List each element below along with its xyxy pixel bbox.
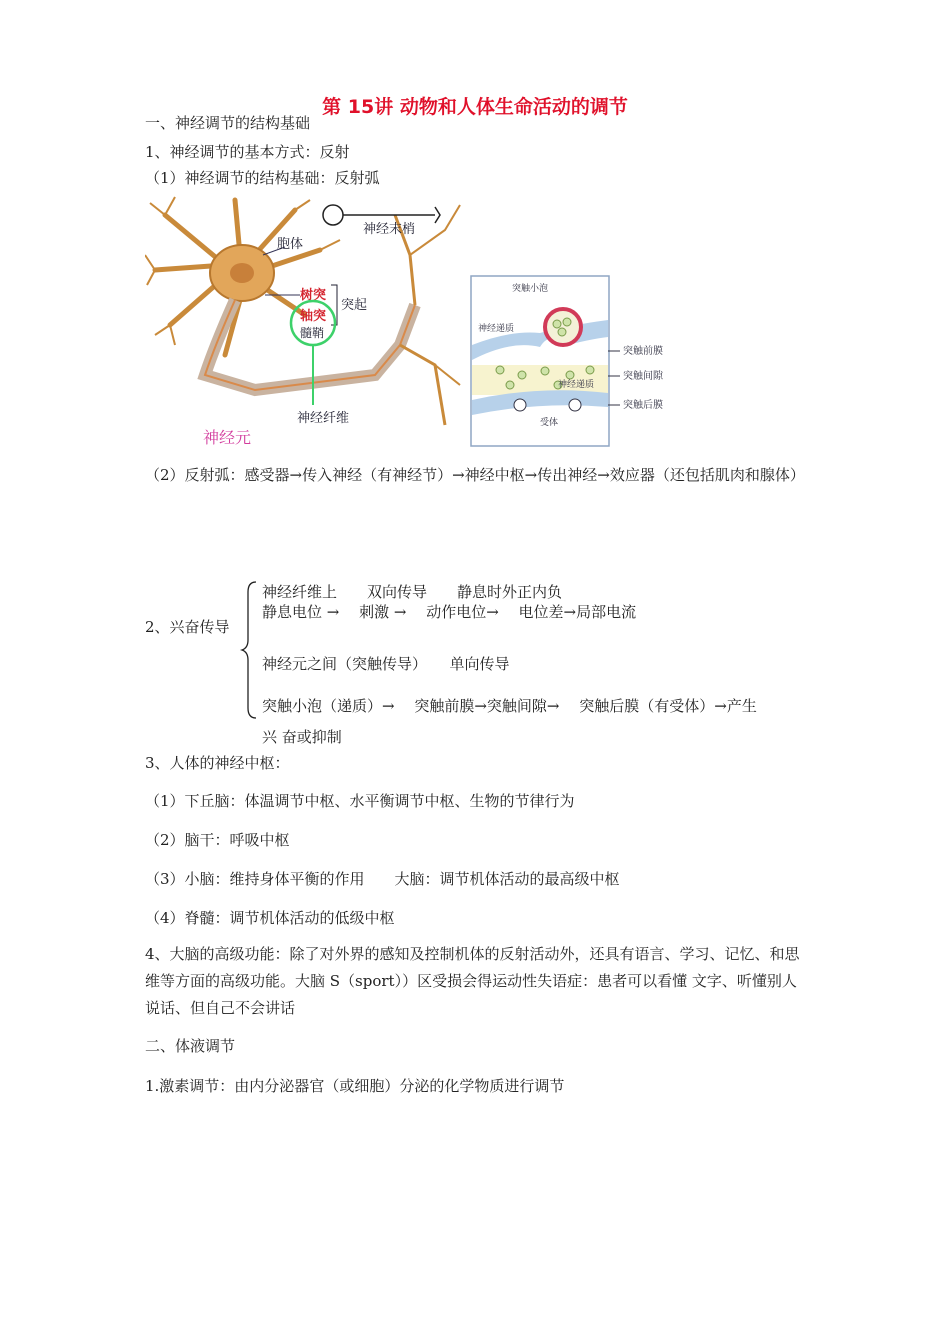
vesicle-label: 突触小泡: [512, 284, 549, 294]
nerve-ending-label: 神经末梢: [363, 222, 416, 237]
presynaptic-label: 突触前膜: [623, 346, 663, 357]
paragraph-5: 1.激素调节：由内分泌器官（或细胞）分泌的化学物质进行调节: [145, 1077, 565, 1095]
transmitter-top-label: 神经递质: [478, 324, 515, 334]
potential-row: 静息电位 → 刺激 → 动作电位→ 电位差→局部电流: [262, 603, 637, 621]
receptor-label: 受体: [540, 418, 559, 428]
neuron-label: 神经元: [203, 428, 252, 447]
myelin-label: 髓鞘: [300, 326, 325, 340]
synapse-diagram: [470, 275, 700, 447]
fiber-conduction-row: 神经纤维上 双向传导 静息时外正内负: [262, 583, 563, 601]
paragraph-4: 4、大脑的高级功能：除了对外界的感知及控制机体的反射活动外，还具有语言、学习、记忆、和思维等方面的高级功能。大脑 S（sport））区受损会得运动性失语症：患者可以看懂 文字、听懂别人说话、但自己不会讲话: [145, 945, 800, 1017]
synapse-steps-row: 突触小泡（递质）→ 突触前膜→突触间隙→ 突触后膜（有受体）→产生: [262, 697, 757, 715]
paragraph-3a: （1）下丘脑：体温调节中枢、水平衡调节中枢、生物的节律行为: [145, 792, 575, 810]
paragraph-3c: （3）小脑：维持身体平衡的作用 大脑：调节机体活动的最高级中枢: [145, 870, 620, 888]
paragraph-1a: （1）神经调节的结构基础：反射弧: [145, 169, 380, 187]
paragraph-3b: （2）脑干：呼吸中枢: [145, 831, 290, 849]
neuron-diagram: [145, 195, 465, 455]
section-heading-2: 二、体液调节: [145, 1037, 236, 1055]
nerve-fiber-label: 神经纤维: [297, 411, 350, 426]
synaptic-conduction-row: 神经元之间（突触传导） 单向传导: [262, 655, 510, 673]
cleft-label: 突触间隙: [623, 371, 663, 382]
page-title: 第 15讲 动物和人体生命活动的调节: [322, 96, 628, 118]
excitation-label: 2、兴奋传导: [145, 618, 230, 636]
paragraph-3d: （4）脊髓：调节机体活动的低级中枢: [145, 909, 395, 927]
paragraph-3: 3、人体的神经中枢：: [145, 754, 290, 772]
synapse-steps-row-2: 兴 奋或抑制: [262, 728, 342, 746]
transmitter-mid-label: 神经递质: [558, 380, 595, 390]
dendrite-label: 树突: [300, 288, 327, 303]
section-heading-1: 一、神经调节的结构基础: [145, 114, 311, 132]
cell-body-label: 胞体: [277, 237, 304, 252]
postsynaptic-label: 突触后膜: [623, 400, 663, 411]
axon-label: 轴突: [300, 309, 327, 324]
paragraph-1b: （2）反射弧：感受器→传入神经（有神经节）→神经中枢→传出神经→效应器（还包括肌肉和腺体）: [145, 466, 805, 484]
paragraph-1: 1、神经调节的基本方式：反射: [145, 143, 350, 161]
process-label: 突起: [341, 298, 368, 313]
brace: [240, 580, 260, 720]
